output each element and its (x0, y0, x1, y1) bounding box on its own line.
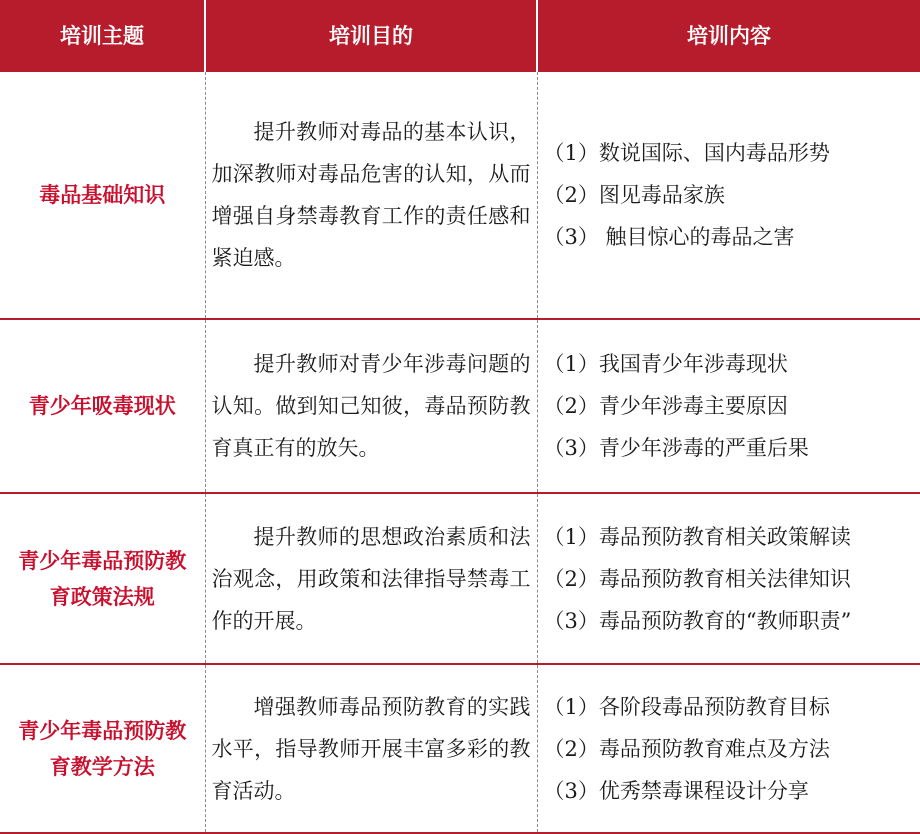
purpose-text: 提升教师对毒品的基本认识，加深教师对毒品危害的认知，从而增强自身禁毒教育工作的责任感和紧迫感。 (211, 120, 531, 270)
content-item: （2）图见毒品家族 (543, 183, 725, 207)
table-row (0, 493, 920, 664)
header-content: 培训内容 (537, 0, 920, 71)
content-item: （1）各阶段毒品预防教育目标 (543, 694, 830, 719)
row-purpose (205, 71, 537, 319)
purpose-text: 增强教师毒品预防教育的实践水平，指导教师开展丰富多彩的教育活动。 (211, 694, 531, 803)
row-topic: 青少年毒品预防教育教学方法 (0, 664, 205, 833)
content-item: （1）数说国际、国内毒品形势 (543, 141, 830, 165)
content-item: （3）毒品预防教育的“教师职责” (543, 608, 852, 633)
purpose-text: 提升教师的思想政治素质和法治观念，用政策和法律指导禁毒工作的开展。 (211, 524, 531, 633)
row-content (537, 493, 920, 664)
content-item: （3）青少年涉毒的严重后果 (543, 436, 809, 460)
table-row (0, 319, 920, 493)
table-row (0, 71, 920, 319)
header-topic: 培训主题 (0, 0, 205, 71)
content-item: （2）毒品预防教育相关法律知识 (543, 566, 851, 591)
table-row (0, 664, 920, 833)
row-content (537, 319, 920, 493)
row-topic: 青少年吸毒现状 (0, 319, 205, 493)
header-row (0, 0, 920, 71)
content-item: （2）毒品预防教育难点及方法 (543, 736, 830, 761)
content-item: （1）我国青少年涉毒现状 (543, 352, 788, 376)
table-header (0, 0, 920, 71)
row-topic: 毒品基础知识 (0, 71, 205, 319)
content-item: （3） 触目惊心的毒品之害 (543, 225, 795, 249)
row-topic: 青少年毒品预防教育政策法规 (0, 493, 205, 664)
content-item: （2）青少年涉毒主要原因 (543, 394, 788, 418)
row-content (537, 71, 920, 319)
purpose-text: 提升教师对青少年涉毒问题的认知。做到知己知彼，毒品预防教育真正有的放矢。 (211, 352, 531, 460)
row-purpose (205, 319, 537, 493)
content-item: （1）毒品预防教育相关政策解读 (543, 524, 851, 549)
table-body (0, 71, 920, 833)
row-content (537, 664, 920, 833)
header-purpose: 培训目的 (205, 0, 537, 71)
content-item: （3）优秀禁毒课程设计分享 (543, 778, 809, 803)
row-purpose (205, 493, 537, 664)
row-purpose (205, 664, 537, 833)
